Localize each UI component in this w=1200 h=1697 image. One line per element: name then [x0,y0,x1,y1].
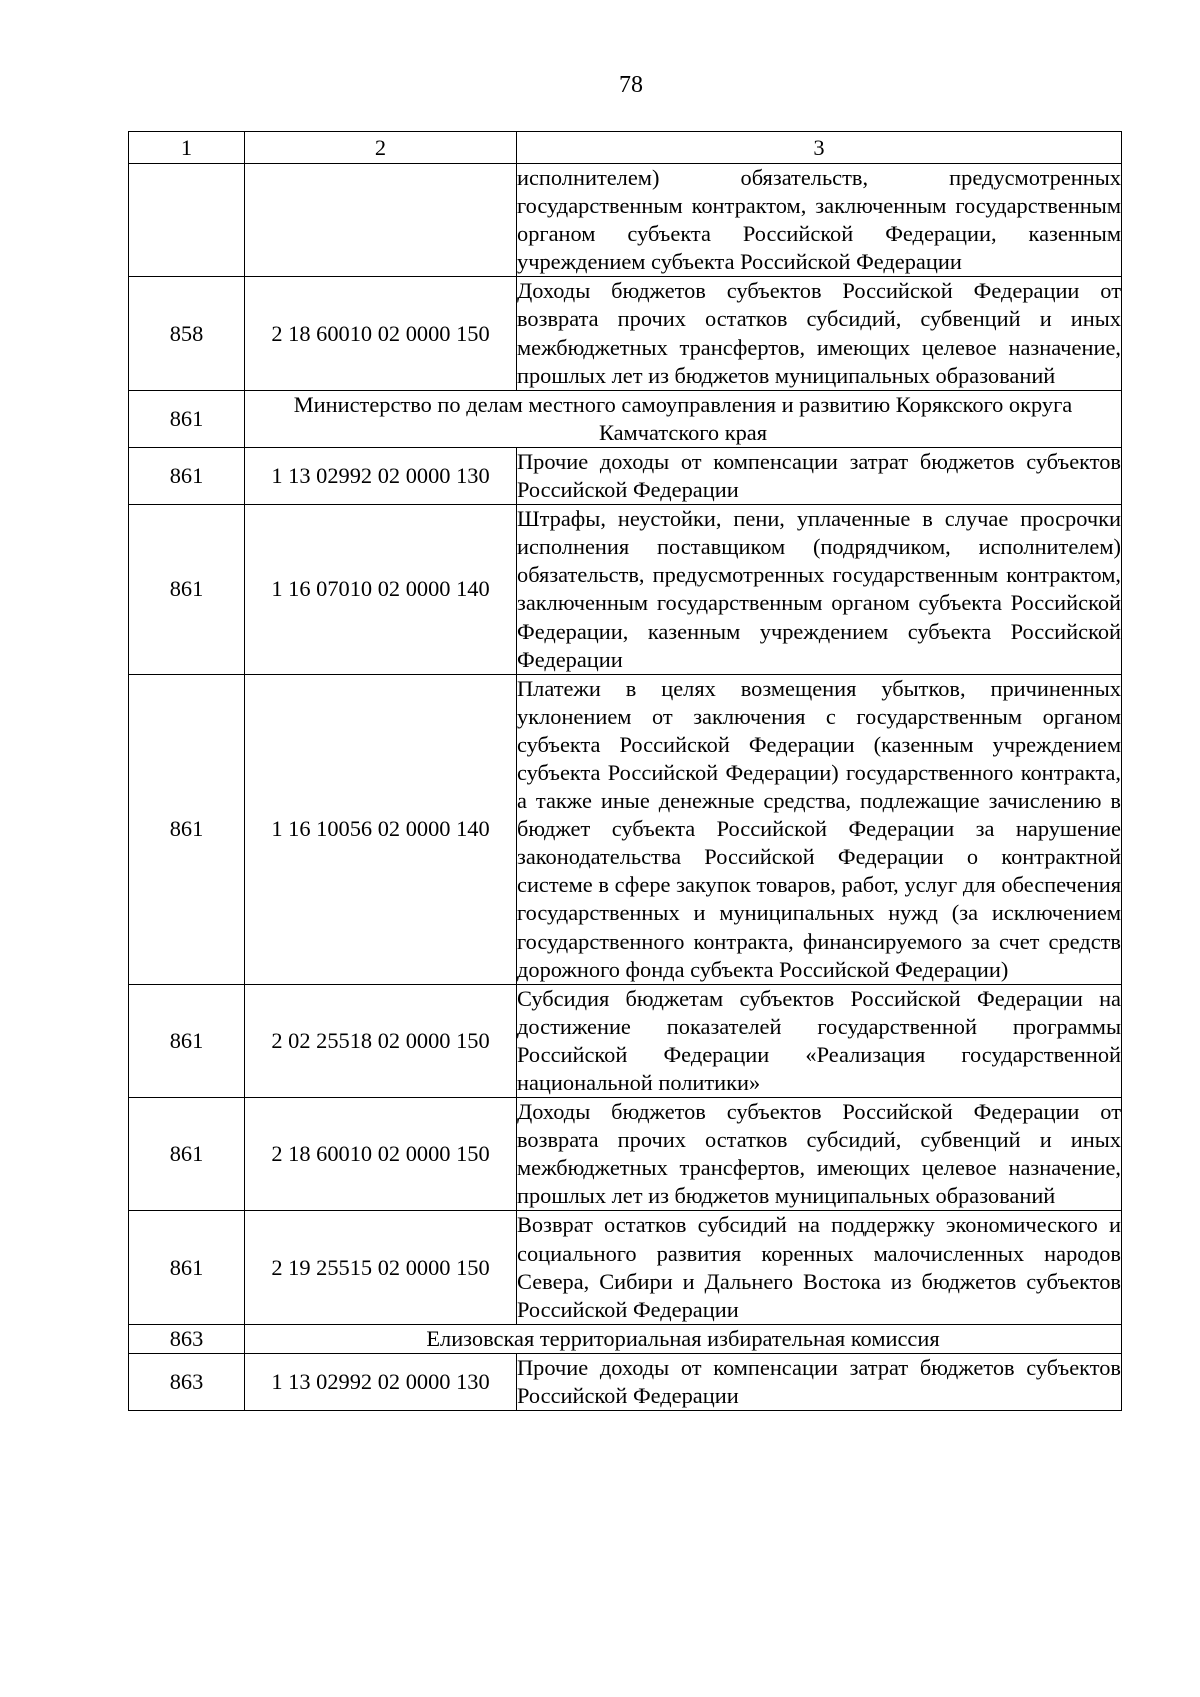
revenue-description-cell: Доходы бюджетов субъектов Российской Федерации от возврата прочих остатков субсидий, субвенций и иных межбюджетных трансфертов, имеющих целевое назначение, прошлых лет из бюджетов муниципальных образований [517,1098,1122,1211]
revenue-description-cell: Прочие доходы от компенсации затрат бюджетов субъектов Российской Федерации [517,1353,1122,1410]
table-row [129,505,1122,675]
admin-code-cell: 861 [129,1211,245,1324]
revenue-description-cell: Прочие доходы от компенсации затрат бюджетов субъектов Российской Федерации [517,447,1122,504]
admin-code-cell: 858 [129,277,245,390]
admin-code-cell: 861 [129,984,245,1097]
revenue-code-cell: 1 16 07010 02 0000 140 [245,505,517,675]
admin-code-cell: 861 [129,390,245,447]
table-header-row [129,132,1122,164]
admin-code-cell: 863 [129,1324,245,1353]
revenue-code-cell: 1 13 02992 02 0000 130 [245,447,517,504]
admin-code-cell [129,164,245,277]
organization-row [129,390,1122,447]
revenue-code-cell: 1 16 10056 02 0000 140 [245,674,517,984]
table-row [129,164,1122,277]
table-row [129,984,1122,1097]
admin-code-cell: 863 [129,1353,245,1410]
revenue-description-cell: Доходы бюджетов субъектов Российской Федерации от возврата прочих остатков субсидий, субвенций и иных межбюджетных трансфертов, имеющих целевое назначение, прошлых лет из бюджетов муниципальных образований [517,277,1122,390]
revenue-description-cell: Штрафы, неустойки, пени, уплаченные в случае просрочки исполнения поставщиком (подрядчиком, исполнителем) обязательств, предусмотренных государственным контрактом, заключенным государственным органом субъекта Российской Федерации, казенным учреждением субъекта Российской Федерации [517,505,1122,675]
admin-code-cell: 861 [129,1098,245,1211]
revenue-code-cell: 2 19 25515 02 0000 150 [245,1211,517,1324]
table-row [129,447,1122,504]
budget-revenue-table [128,131,1122,1411]
column-header-3: 3 [517,132,1122,164]
revenue-code-cell: 1 13 02992 02 0000 130 [245,1353,517,1410]
admin-code-cell: 861 [129,447,245,504]
revenue-description-cell: Платежи в целях возмещения убытков, причиненных уклонением от заключения с государственным органом субъекта Российской Федерации (казенным учреждением субъекта Российской Федерации) государственного контракта, а также иные денежные средства, подлежащие зачислению в бюджет субъекта Российской Федерации за нарушение законодательства Российской Федерации о контрактной системе в сфере закупок товаров, работ, услуг для обеспечения государственных и муниципальных нужд (за исключением государственного контракта, финансируемого за счет средств дорожного фонда субъекта Российской Федерации) [517,674,1122,984]
table-row [129,1098,1122,1211]
organization-row [129,1324,1122,1353]
table-row [129,674,1122,984]
table-row [129,1211,1122,1324]
table-row [129,1353,1122,1410]
organization-name-cell: Елизовская территориальная избирательная комиссия [245,1324,1122,1353]
admin-code-cell: 861 [129,505,245,675]
revenue-code-cell: 2 18 60010 02 0000 150 [245,277,517,390]
revenue-code-cell: 2 18 60010 02 0000 150 [245,1098,517,1211]
revenue-description-cell: Возврат остатков субсидий на поддержку экономического и социального развития коренных малочисленных народов Севера, Сибири и Дальнего Востока из бюджетов субъектов Российской Федерации [517,1211,1122,1324]
column-header-2: 2 [245,132,517,164]
table-row [129,277,1122,390]
revenue-description-cell: Субсидия бюджетам субъектов Российской Федерации на достижение показателей государственной программы Российской Федерации «Реализация государственной национальной политики» [517,984,1122,1097]
revenue-code-cell: 2 02 25518 02 0000 150 [245,984,517,1097]
page-number: 78 [619,72,643,98]
revenue-description-cell: исполнителем) обязательств, предусмотренных государственным контрактом, заключенным государственным органом субъекта Российской Федерации, казенным учреждением субъекта Российской Федерации [517,164,1122,277]
admin-code-cell: 861 [129,674,245,984]
organization-name-cell: Министерство по делам местного самоуправления и развитию Корякского округа Камчатского края [245,390,1122,447]
column-header-1: 1 [129,132,245,164]
revenue-code-cell [245,164,517,277]
